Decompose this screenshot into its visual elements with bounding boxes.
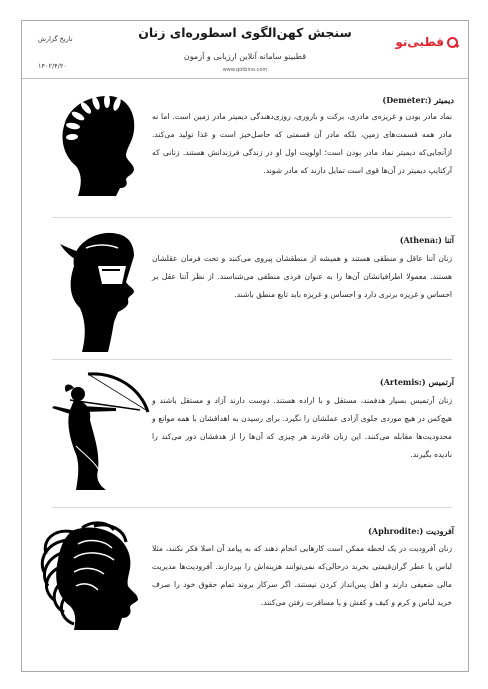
report-date-label: تاریخ گزارش xyxy=(38,35,73,43)
report-title: سنجش کهن‌الگوی اسطوره‌ای زنان xyxy=(138,25,352,40)
section-title: آتنا (:Athena) xyxy=(399,235,454,245)
report-subtitle: قطبینو سامانه آنلاین ارزیابی و آزمون xyxy=(183,52,307,61)
section-artemis xyxy=(22,360,468,508)
report-page xyxy=(21,20,469,672)
section-text: زنان آتنا عاقل و منطقی هستند و همیشه از منطقشان پیروی می‌کنند و تحت فرمان عقلشان هستند. معمولا اطرافیانشان آن‌ها را به عنوان فردی منطقی می‌شناسند. از نظر آتنا عقل بر احساس و غریزه برتری دارد و احساس و غریزه باید تابع منطق باشند. xyxy=(152,254,452,299)
report-header xyxy=(22,21,468,79)
section-title: آفرودیت (:Aphrodite) xyxy=(368,526,454,536)
website-link[interactable]: www.qotbino.com xyxy=(222,67,268,73)
section-text: زنان آفرودیت در یک لحظه ممکن است کارهایی انجام دهند که به پیامد آن اصلا فکر نکنند، مثلا لباس یا عطر گران‌قیمتی بخرند درحالی‌که نمی‌توانند هزینه‌اش را بپردازند. آفرودیت‌ها مدیریت مالی ضعیفی دارند و اهل پس‌انداز کردن نیستند. اگر سرکار بروند تمام حقوق خود را صرف خرید لباس و کرم و کیف و کفش و یا مسافرت رفتن می‌کنند. xyxy=(152,544,452,607)
section-title: آرتمیس (:Artemis) xyxy=(379,377,454,387)
artemis-archer-icon xyxy=(36,366,154,492)
athena-helmet-icon xyxy=(56,226,142,352)
section-title: دیمیتر (:Demeter) xyxy=(382,95,454,105)
section-text: نماد مادر بودن و غریزه‌ی مادری، برکت و باروری، روزی‌دهندگی دیمیتر مادر زمین است. اما نه مادر همه قسمت‌های زمین، بلکه مادر آن قسمتی که حاصل‌خیز است و غذا تولید می‌کند. ازآنجایی‌که دیمیتر نماد مادر بودن است؛ اولویت اول او در زندگی فرزندانش هستند. زنانی که آرکتایپ دیمیتر در آن‌ها قوی است تمایل دارند که مادر شوند. xyxy=(152,112,452,175)
aphrodite-portrait-icon xyxy=(34,520,146,640)
logo-text: قطبی‌نو xyxy=(395,35,444,49)
section-aphrodite xyxy=(22,508,468,668)
section-athena xyxy=(22,218,468,360)
section-text: زنان آرتمیس بسیار هدفمند، مستقل و با اراده هستند. دوست دارند آزاد و مستقل باشند و هیچ‌کس در هیچ موردی جلوی آزادی عملشان را نگیرد. برای رسیدن به اهدافشان با همه موانع و محدودیت‌ها مقابله می‌کنند. این زنان قادرند هر چیزی که آن‌ها را از هدفشان دور می‌کند را نادیده بگیرند. xyxy=(152,396,452,459)
section-demeter xyxy=(22,78,468,218)
demeter-silhouette-icon xyxy=(56,90,140,196)
report-date: ۱۴۰۲/۴/۲۰ xyxy=(38,62,67,70)
